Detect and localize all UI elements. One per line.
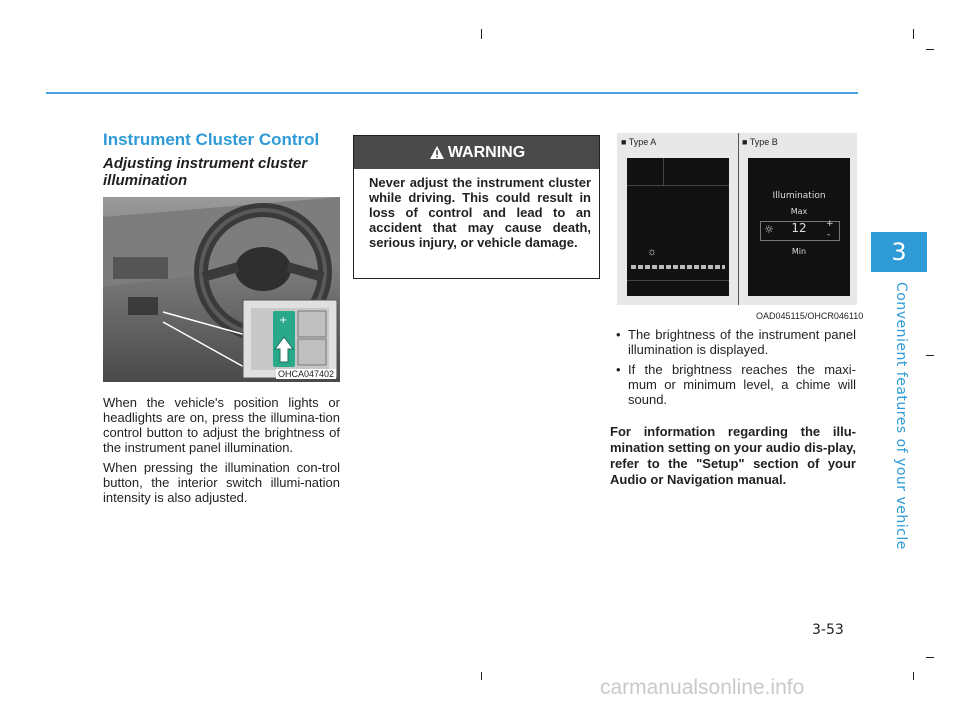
- paragraph: When the vehicle's position lights or headlights are on, press the illumina-tion control button to adjust the brightness of the instrument panel illumination.: [103, 395, 340, 455]
- warning-text: Never adjust the instrument cluster while driving. This could result in loss of control and lead to an accident that may cause death, serious injury, or vehicle damage.: [369, 175, 591, 250]
- screen-type-a: [627, 158, 729, 296]
- warning-header: [354, 136, 599, 169]
- warning-box: [353, 135, 600, 279]
- header-rule: [46, 92, 858, 94]
- cluster-figure: [617, 133, 857, 305]
- figure-caption: OAD045115/OHCR046110: [756, 311, 864, 321]
- list-item: • The brightness of the instrument panel illumination is displayed.: [616, 327, 856, 357]
- bullet-list: [610, 327, 856, 412]
- level-value: 12: [791, 221, 807, 235]
- type-a-label: ■ Type A: [621, 137, 657, 147]
- illumination-icon: ☼: [647, 246, 658, 258]
- crop-mark: [926, 657, 934, 658]
- crop-mark: [926, 49, 934, 50]
- paragraph: When pressing the illumination con-trol button, the interior switch illumi-nation intensity is also adjusted.: [103, 460, 340, 505]
- chapter-title: Convenient features of your vehicle: [893, 282, 909, 550]
- watermark: carmanualsonline.info: [600, 676, 805, 699]
- crop-mark: [481, 672, 482, 680]
- brightness-bar: [631, 265, 725, 269]
- screen-type-b: [748, 158, 850, 296]
- minus-sign: -: [827, 230, 831, 240]
- dashboard-photo: [103, 197, 340, 382]
- screen-line: [627, 280, 729, 281]
- chapter-tab: 3: [871, 232, 927, 272]
- warning-title: WARNING: [447, 144, 526, 161]
- photo-caption: OHCA047402: [278, 369, 335, 379]
- svg-text:+: +: [279, 315, 288, 326]
- plus-sign: +: [826, 219, 834, 229]
- warning-icon: [430, 146, 444, 159]
- left-body: [103, 395, 340, 510]
- illumination-icon: ☼: [764, 223, 774, 236]
- crop-mark: [913, 672, 914, 680]
- section-title: Instrument Cluster Control: [103, 130, 320, 149]
- subsection-title: Adjusting instrument cluster illumination: [103, 155, 308, 189]
- crop-mark: [913, 29, 914, 39]
- bullet-text: The brightness of the instrument panel illumination is displayed.: [628, 327, 856, 357]
- page-number: 3-53: [812, 622, 844, 638]
- list-item: • If the brightness reaches the maxi-mum or minimum level, a chime will sound.: [616, 362, 856, 407]
- bullet-text: If the brightness reaches the maxi-mum or minimum level, a chime will sound.: [628, 362, 856, 407]
- crop-mark: [926, 355, 934, 356]
- illumination-title: Illumination: [772, 191, 826, 201]
- min-label: Min: [791, 247, 807, 256]
- screen-line: [663, 158, 664, 185]
- audio-note: For information regarding the illu-mination setting on your audio dis-play, refer to the "Setup" section of your Audio or Navigation manual.: [610, 424, 856, 487]
- screen-line: [627, 185, 729, 186]
- max-label: Max: [790, 207, 808, 216]
- type-b-label: ■ Type B: [742, 137, 778, 147]
- crop-mark: [481, 29, 482, 39]
- figure-divider: [738, 133, 739, 305]
